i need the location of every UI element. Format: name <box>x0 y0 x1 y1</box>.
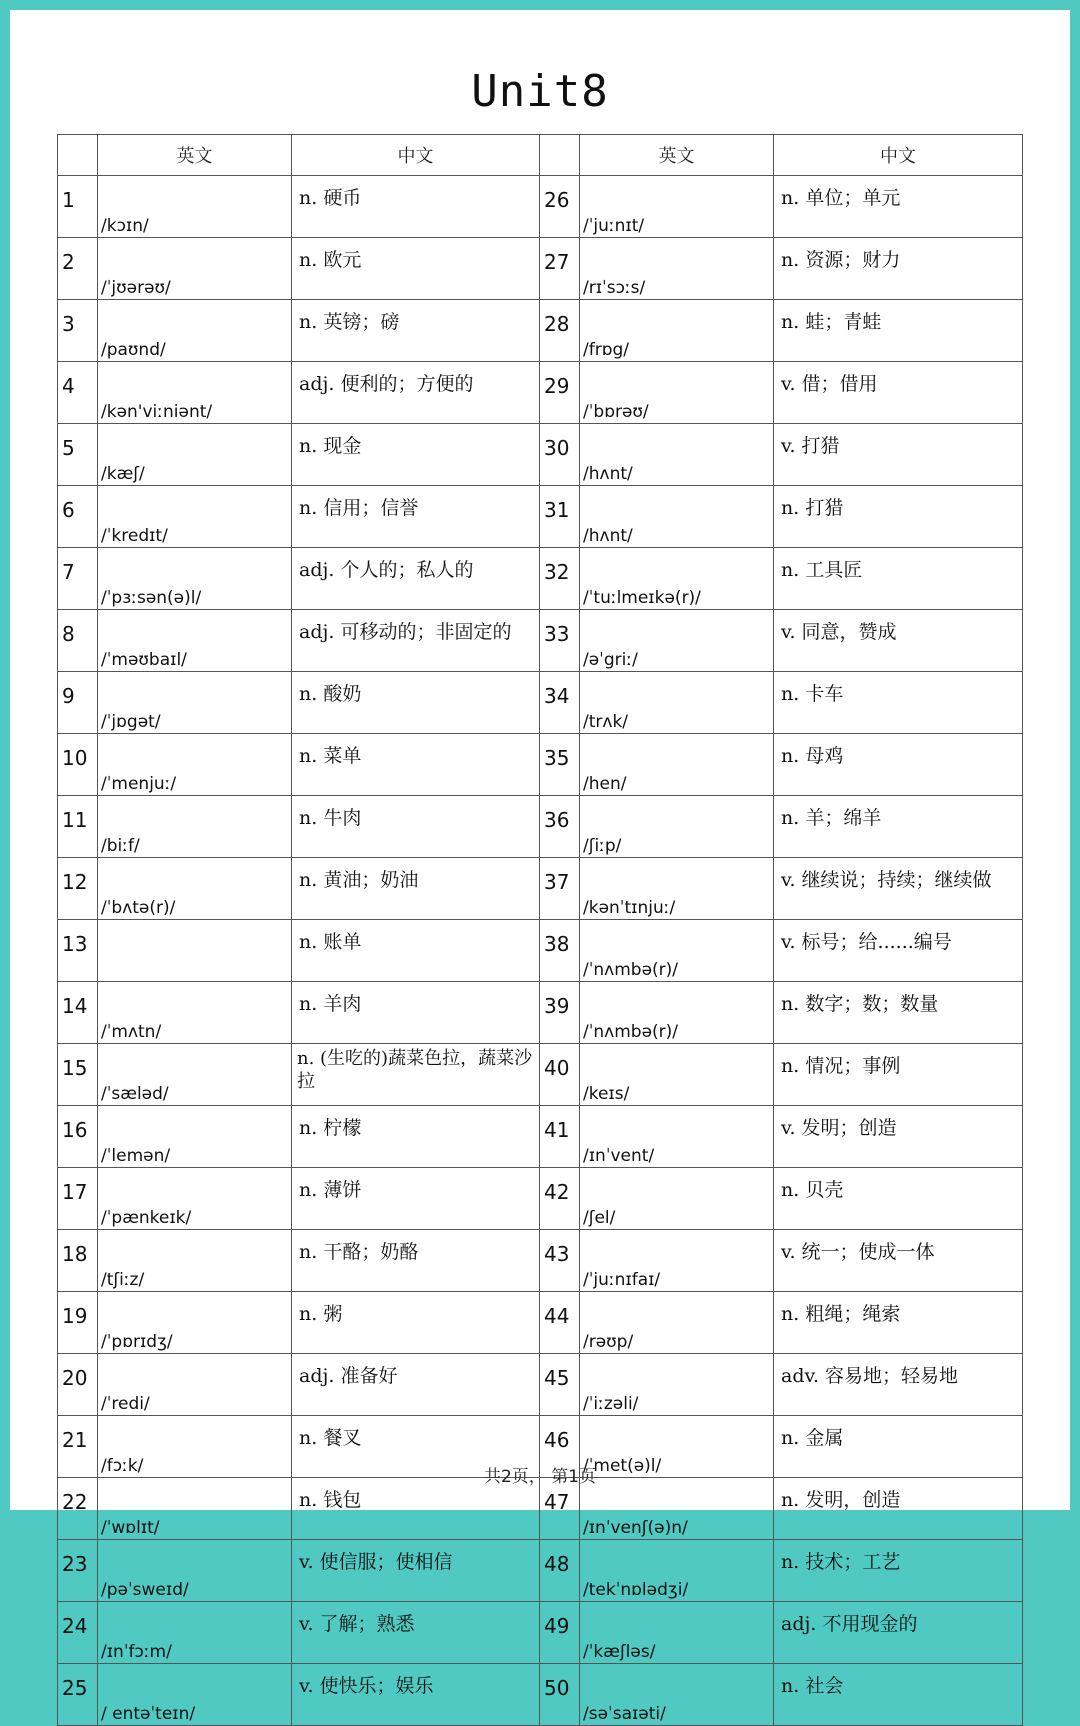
entry-number-left: 12 <box>58 858 98 920</box>
table-row <box>58 176 1023 238</box>
phonetic-transcription: /rɪˈsɔːs/ <box>583 278 646 298</box>
entry-number-left: 6 <box>58 486 98 548</box>
chinese-meaning-left: v. 使快乐；娱乐 <box>292 1664 540 1726</box>
entry-number-left: 18 <box>58 1230 98 1292</box>
chinese-meaning-right: n. 情况；事例 <box>774 1044 1023 1106</box>
phonetic-transcription: /ˈbɒrəʊ/ <box>583 402 649 422</box>
entry-number-left: 24 <box>58 1602 98 1664</box>
entry-number-right: 47 <box>540 1478 580 1540</box>
chinese-meaning-right: n. 单位；单元 <box>774 176 1023 238</box>
phonetic-transcription: /paʊnd/ <box>101 340 166 360</box>
chinese-meaning-left: n. 现金 <box>292 424 540 486</box>
page-title: Unit8 <box>471 66 609 117</box>
phonetic-transcription: /ʃel/ <box>583 1208 616 1228</box>
phonetic-transcription: /frɒg/ <box>583 340 630 360</box>
entry-number-right: 29 <box>540 362 580 424</box>
chinese-meaning-left: adj. 个人的；私人的 <box>292 548 540 610</box>
phonetic-transcription: /biːf/ <box>101 836 140 856</box>
english-cell-left <box>98 176 292 238</box>
english-cell-left <box>98 858 292 920</box>
english-cell-left <box>98 920 292 982</box>
english-cell-right <box>580 1230 774 1292</box>
entry-number-right: 38 <box>540 920 580 982</box>
table-row <box>58 238 1023 300</box>
chinese-meaning-right: n. 数字；数；数量 <box>774 982 1023 1044</box>
entry-number-right: 31 <box>540 486 580 548</box>
english-cell-left <box>98 610 292 672</box>
english-cell-right <box>580 796 774 858</box>
chinese-meaning-left: adj. 可移动的；非固定的 <box>292 610 540 672</box>
entry-number-left: 16 <box>58 1106 98 1168</box>
phonetic-transcription: /kənˈtɪnjuː/ <box>583 898 676 918</box>
english-cell-right <box>580 920 774 982</box>
page-footer: 共2页， 第1页 <box>483 1467 597 1487</box>
phonetic-transcription: /ˈjuːnɪt/ <box>583 216 645 236</box>
table-row <box>58 1602 1023 1664</box>
chinese-meaning-left: n. 钱包 <box>292 1478 540 1540</box>
table-row <box>58 920 1023 982</box>
header-english-left: 英文 <box>98 135 292 176</box>
phonetic-transcription: /kæʃ/ <box>101 464 145 484</box>
entry-number-left: 3 <box>58 300 98 362</box>
chinese-meaning-right: n. 资源；财力 <box>774 238 1023 300</box>
english-cell-left <box>98 300 292 362</box>
english-cell-left <box>98 1230 292 1292</box>
phonetic-transcription: /trʌk/ <box>583 712 629 732</box>
phonetic-transcription: /ˈtuːlmeɪkə(r)/ <box>583 588 701 608</box>
entry-number-left: 14 <box>58 982 98 1044</box>
english-cell-left <box>98 238 292 300</box>
chinese-meaning-right: v. 打猎 <box>774 424 1023 486</box>
chinese-meaning-left: n. 酸奶 <box>292 672 540 734</box>
phonetic-transcription: /ˈjuːnɪfaɪ/ <box>583 1270 661 1290</box>
chinese-meaning-right: n. 技术；工艺 <box>774 1540 1023 1602</box>
phonetic-transcription: /hʌnt/ <box>583 464 633 484</box>
english-cell-right <box>580 1168 774 1230</box>
chinese-meaning-right: n. 工具匠 <box>774 548 1023 610</box>
entry-number-right: 26 <box>540 176 580 238</box>
english-cell-right <box>580 1354 774 1416</box>
chinese-meaning-right: adv. 容易地；轻易地 <box>774 1354 1023 1416</box>
phonetic-transcription: /tʃiːz/ <box>101 1270 145 1290</box>
chinese-meaning-left: n. 粥 <box>292 1292 540 1354</box>
table-row <box>58 1044 1023 1106</box>
table-row <box>58 982 1023 1044</box>
chinese-meaning-left: n. 羊肉 <box>292 982 540 1044</box>
phonetic-transcription: /ʃiːp/ <box>583 836 622 856</box>
english-cell-left <box>98 1540 292 1602</box>
chinese-meaning-left: v. 使信服；使相信 <box>292 1540 540 1602</box>
phonetic-transcription: /ˈwɒlɪt/ <box>101 1518 160 1538</box>
phonetic-transcription: /səˈsaɪəti/ <box>583 1704 666 1724</box>
phonetic-transcription: /tekˈnɒlədʒi/ <box>583 1580 689 1600</box>
table-row <box>58 1664 1023 1726</box>
entry-number-right: 27 <box>540 238 580 300</box>
entry-number-right: 41 <box>540 1106 580 1168</box>
english-cell-left <box>98 1168 292 1230</box>
table-row <box>58 796 1023 858</box>
entry-number-right: 44 <box>540 1292 580 1354</box>
table-header-row <box>58 135 1023 176</box>
english-cell-right <box>580 300 774 362</box>
phonetic-transcription: /ɪnˈvenʃ(ə)n/ <box>583 1518 688 1538</box>
chinese-meaning-left: n. 欧元 <box>292 238 540 300</box>
chinese-meaning-right: n. 贝壳 <box>774 1168 1023 1230</box>
chinese-meaning-right: n. 金属 <box>774 1416 1023 1478</box>
phonetic-transcription: /ɪnˈfɔːm/ <box>101 1642 172 1662</box>
table-row <box>58 734 1023 796</box>
english-cell-right <box>580 1106 774 1168</box>
phonetic-transcription: /keɪs/ <box>583 1084 630 1104</box>
header-number-right <box>540 135 580 176</box>
phonetic-transcription: /ˈmenjuː/ <box>101 774 177 794</box>
table-row <box>58 548 1023 610</box>
chinese-meaning-right: n. 发明，创造 <box>774 1478 1023 1540</box>
phonetic-transcription: /fɔːk/ <box>101 1456 144 1476</box>
entry-number-left: 5 <box>58 424 98 486</box>
phonetic-transcription: /ˈmet(ə)l/ <box>583 1456 662 1476</box>
entry-number-left: 13 <box>58 920 98 982</box>
chinese-meaning-right: v. 继续说；持续；继续做 <box>774 858 1023 920</box>
chinese-meaning-left: n. 黄油；奶油 <box>292 858 540 920</box>
header-number-left <box>58 135 98 176</box>
phonetic-transcription: /ˈnʌmbə(r)/ <box>583 1022 679 1042</box>
entry-number-right: 34 <box>540 672 580 734</box>
table-row <box>58 610 1023 672</box>
english-cell-right <box>580 982 774 1044</box>
phonetic-transcription: /ˈiːzəli/ <box>583 1394 639 1414</box>
entry-number-right: 49 <box>540 1602 580 1664</box>
phonetic-transcription: /ˈpɒrɪdʒ/ <box>101 1332 173 1352</box>
english-cell-right <box>580 424 774 486</box>
english-cell-right <box>580 176 774 238</box>
chinese-meaning-left: n. 英镑；磅 <box>292 300 540 362</box>
english-cell-left <box>98 1292 292 1354</box>
phonetic-transcription: /ˈjɒgət/ <box>101 712 161 732</box>
english-cell-right <box>580 1602 774 1664</box>
table-row <box>58 1168 1023 1230</box>
english-cell-left <box>98 1664 292 1726</box>
phonetic-transcription: /ˈpænkeɪk/ <box>101 1208 192 1228</box>
english-cell-right <box>580 734 774 796</box>
phonetic-transcription: /ˈkredɪt/ <box>101 526 168 546</box>
header-chinese-right: 中文 <box>774 135 1023 176</box>
chinese-meaning-left: n. 薄饼 <box>292 1168 540 1230</box>
english-cell-left <box>98 1354 292 1416</box>
chinese-meaning-right: n. 卡车 <box>774 672 1023 734</box>
entry-number-left: 22 <box>58 1478 98 1540</box>
entry-number-left: 17 <box>58 1168 98 1230</box>
entry-number-left: 9 <box>58 672 98 734</box>
chinese-meaning-left: n. 干酪；奶酪 <box>292 1230 540 1292</box>
entry-number-left: 25 <box>58 1664 98 1726</box>
english-cell-right <box>580 610 774 672</box>
chinese-meaning-left: n. 菜单 <box>292 734 540 796</box>
english-cell-right <box>580 486 774 548</box>
chinese-meaning-left: adj. 准备好 <box>292 1354 540 1416</box>
chinese-meaning-left: n. 账单 <box>292 920 540 982</box>
chinese-meaning-right: v. 统一；使成一体 <box>774 1230 1023 1292</box>
chinese-meaning-left: n. 柠檬 <box>292 1106 540 1168</box>
phonetic-transcription: / entəˈteɪn/ <box>101 1704 196 1724</box>
chinese-meaning-right: n. 粗绳；绳索 <box>774 1292 1023 1354</box>
english-cell-left <box>98 734 292 796</box>
english-cell-right <box>580 1664 774 1726</box>
entry-number-right: 37 <box>540 858 580 920</box>
header-english-right: 英文 <box>580 135 774 176</box>
worksheet-page <box>10 10 1070 1724</box>
english-cell-left <box>98 548 292 610</box>
chinese-meaning-left: v. 了解；熟悉 <box>292 1602 540 1664</box>
chinese-meaning-right: v. 借；借用 <box>774 362 1023 424</box>
english-cell-right <box>580 858 774 920</box>
table-row <box>58 424 1023 486</box>
phonetic-transcription: /hen/ <box>583 774 627 794</box>
table-row <box>58 1292 1023 1354</box>
english-cell-left <box>98 1106 292 1168</box>
entry-number-left: 21 <box>58 1416 98 1478</box>
english-cell-right <box>580 362 774 424</box>
entry-number-right: 42 <box>540 1168 580 1230</box>
chinese-meaning-right: n. 社会 <box>774 1664 1023 1726</box>
english-cell-left <box>98 1602 292 1664</box>
english-cell-right <box>580 1292 774 1354</box>
chinese-meaning-right: v. 标号；给......编号 <box>774 920 1023 982</box>
entry-number-right: 48 <box>540 1540 580 1602</box>
entry-number-left: 1 <box>58 176 98 238</box>
entry-number-right: 36 <box>540 796 580 858</box>
english-cell-left <box>98 362 292 424</box>
chinese-meaning-left: n. 硬币 <box>292 176 540 238</box>
entry-number-right: 30 <box>540 424 580 486</box>
phonetic-transcription: /hʌnt/ <box>583 526 633 546</box>
chinese-meaning-right: v. 同意，赞成 <box>774 610 1023 672</box>
chinese-meaning-left: n. 信用；信誉 <box>292 486 540 548</box>
chinese-meaning-right: adj. 不用现金的 <box>774 1602 1023 1664</box>
table-row <box>58 300 1023 362</box>
chinese-meaning-right: n. 母鸡 <box>774 734 1023 796</box>
english-cell-right <box>580 238 774 300</box>
entry-number-right: 39 <box>540 982 580 1044</box>
chinese-meaning-left: n. 餐叉 <box>292 1416 540 1478</box>
phonetic-transcription: /ˈredi/ <box>101 1394 150 1414</box>
entry-number-right: 43 <box>540 1230 580 1292</box>
entry-number-right: 35 <box>540 734 580 796</box>
table-row <box>58 1106 1023 1168</box>
entry-number-right: 40 <box>540 1044 580 1106</box>
phonetic-transcription: /ˈsæləd/ <box>101 1084 169 1104</box>
entry-number-left: 11 <box>58 796 98 858</box>
phonetic-transcription: /ˈpɜːsən(ə)l/ <box>101 588 202 608</box>
table-row <box>58 1230 1023 1292</box>
phonetic-transcription: /ˈməʊbaɪl/ <box>101 650 187 670</box>
english-cell-left <box>98 982 292 1044</box>
phonetic-transcription: /kɔɪn/ <box>101 216 149 236</box>
header-chinese-left: 中文 <box>292 135 540 176</box>
chinese-meaning-left: n. (生吃的)蔬菜色拉，蔬菜沙拉 <box>292 1044 540 1106</box>
phonetic-transcription: /ˈnʌmbə(r)/ <box>583 960 679 980</box>
entry-number-right: 33 <box>540 610 580 672</box>
entry-number-left: 19 <box>58 1292 98 1354</box>
table-row <box>58 1540 1023 1602</box>
entry-number-left: 23 <box>58 1540 98 1602</box>
chinese-meaning-left: adj. 便利的；方便的 <box>292 362 540 424</box>
chinese-meaning-right: n. 打猎 <box>774 486 1023 548</box>
phonetic-transcription: /ˈmʌtn/ <box>101 1022 162 1042</box>
table-row <box>58 1354 1023 1416</box>
entry-number-left: 15 <box>58 1044 98 1106</box>
chinese-meaning-right: v. 发明；创造 <box>774 1106 1023 1168</box>
phonetic-transcription: /əˈgriː/ <box>583 650 638 670</box>
table-row <box>58 486 1023 548</box>
phonetic-transcription: /pəˈsweɪd/ <box>101 1580 189 1600</box>
entry-number-right: 45 <box>540 1354 580 1416</box>
entry-number-right: 50 <box>540 1664 580 1726</box>
phonetic-transcription: /ɪnˈvent/ <box>583 1146 655 1166</box>
chinese-meaning-right: n. 羊；绵羊 <box>774 796 1023 858</box>
entry-number-left: 8 <box>58 610 98 672</box>
english-cell-left <box>98 486 292 548</box>
chinese-meaning-left: n. 牛肉 <box>292 796 540 858</box>
phonetic-transcription: /ˈlemən/ <box>101 1146 171 1166</box>
entry-number-right: 32 <box>540 548 580 610</box>
english-cell-left <box>98 796 292 858</box>
entry-number-right: 28 <box>540 300 580 362</box>
table-row <box>58 672 1023 734</box>
english-cell-right <box>580 1044 774 1106</box>
vocabulary-table <box>57 134 1023 1726</box>
entry-number-left: 7 <box>58 548 98 610</box>
english-cell-right <box>580 1540 774 1602</box>
english-cell-left <box>98 424 292 486</box>
phonetic-transcription: /ˈbʌtə(r)/ <box>101 898 176 918</box>
phonetic-transcription: /ˈjʊərəʊ/ <box>101 278 171 298</box>
phonetic-transcription: /kən'viːniənt/ <box>101 402 213 422</box>
english-cell-right <box>580 548 774 610</box>
entry-number-right: 46 <box>540 1416 580 1478</box>
chinese-meaning-right: n. 蛙；青蛙 <box>774 300 1023 362</box>
entry-number-left: 2 <box>58 238 98 300</box>
table-row <box>58 362 1023 424</box>
phonetic-transcription: /ˈkæʃləs/ <box>583 1642 656 1662</box>
entry-number-left: 4 <box>58 362 98 424</box>
english-cell-left <box>98 1044 292 1106</box>
entry-number-left: 20 <box>58 1354 98 1416</box>
english-cell-right <box>580 672 774 734</box>
phonetic-transcription: /rəʊp/ <box>583 1332 634 1352</box>
english-cell-left <box>98 672 292 734</box>
table-row <box>58 858 1023 920</box>
entry-number-left: 10 <box>58 734 98 796</box>
